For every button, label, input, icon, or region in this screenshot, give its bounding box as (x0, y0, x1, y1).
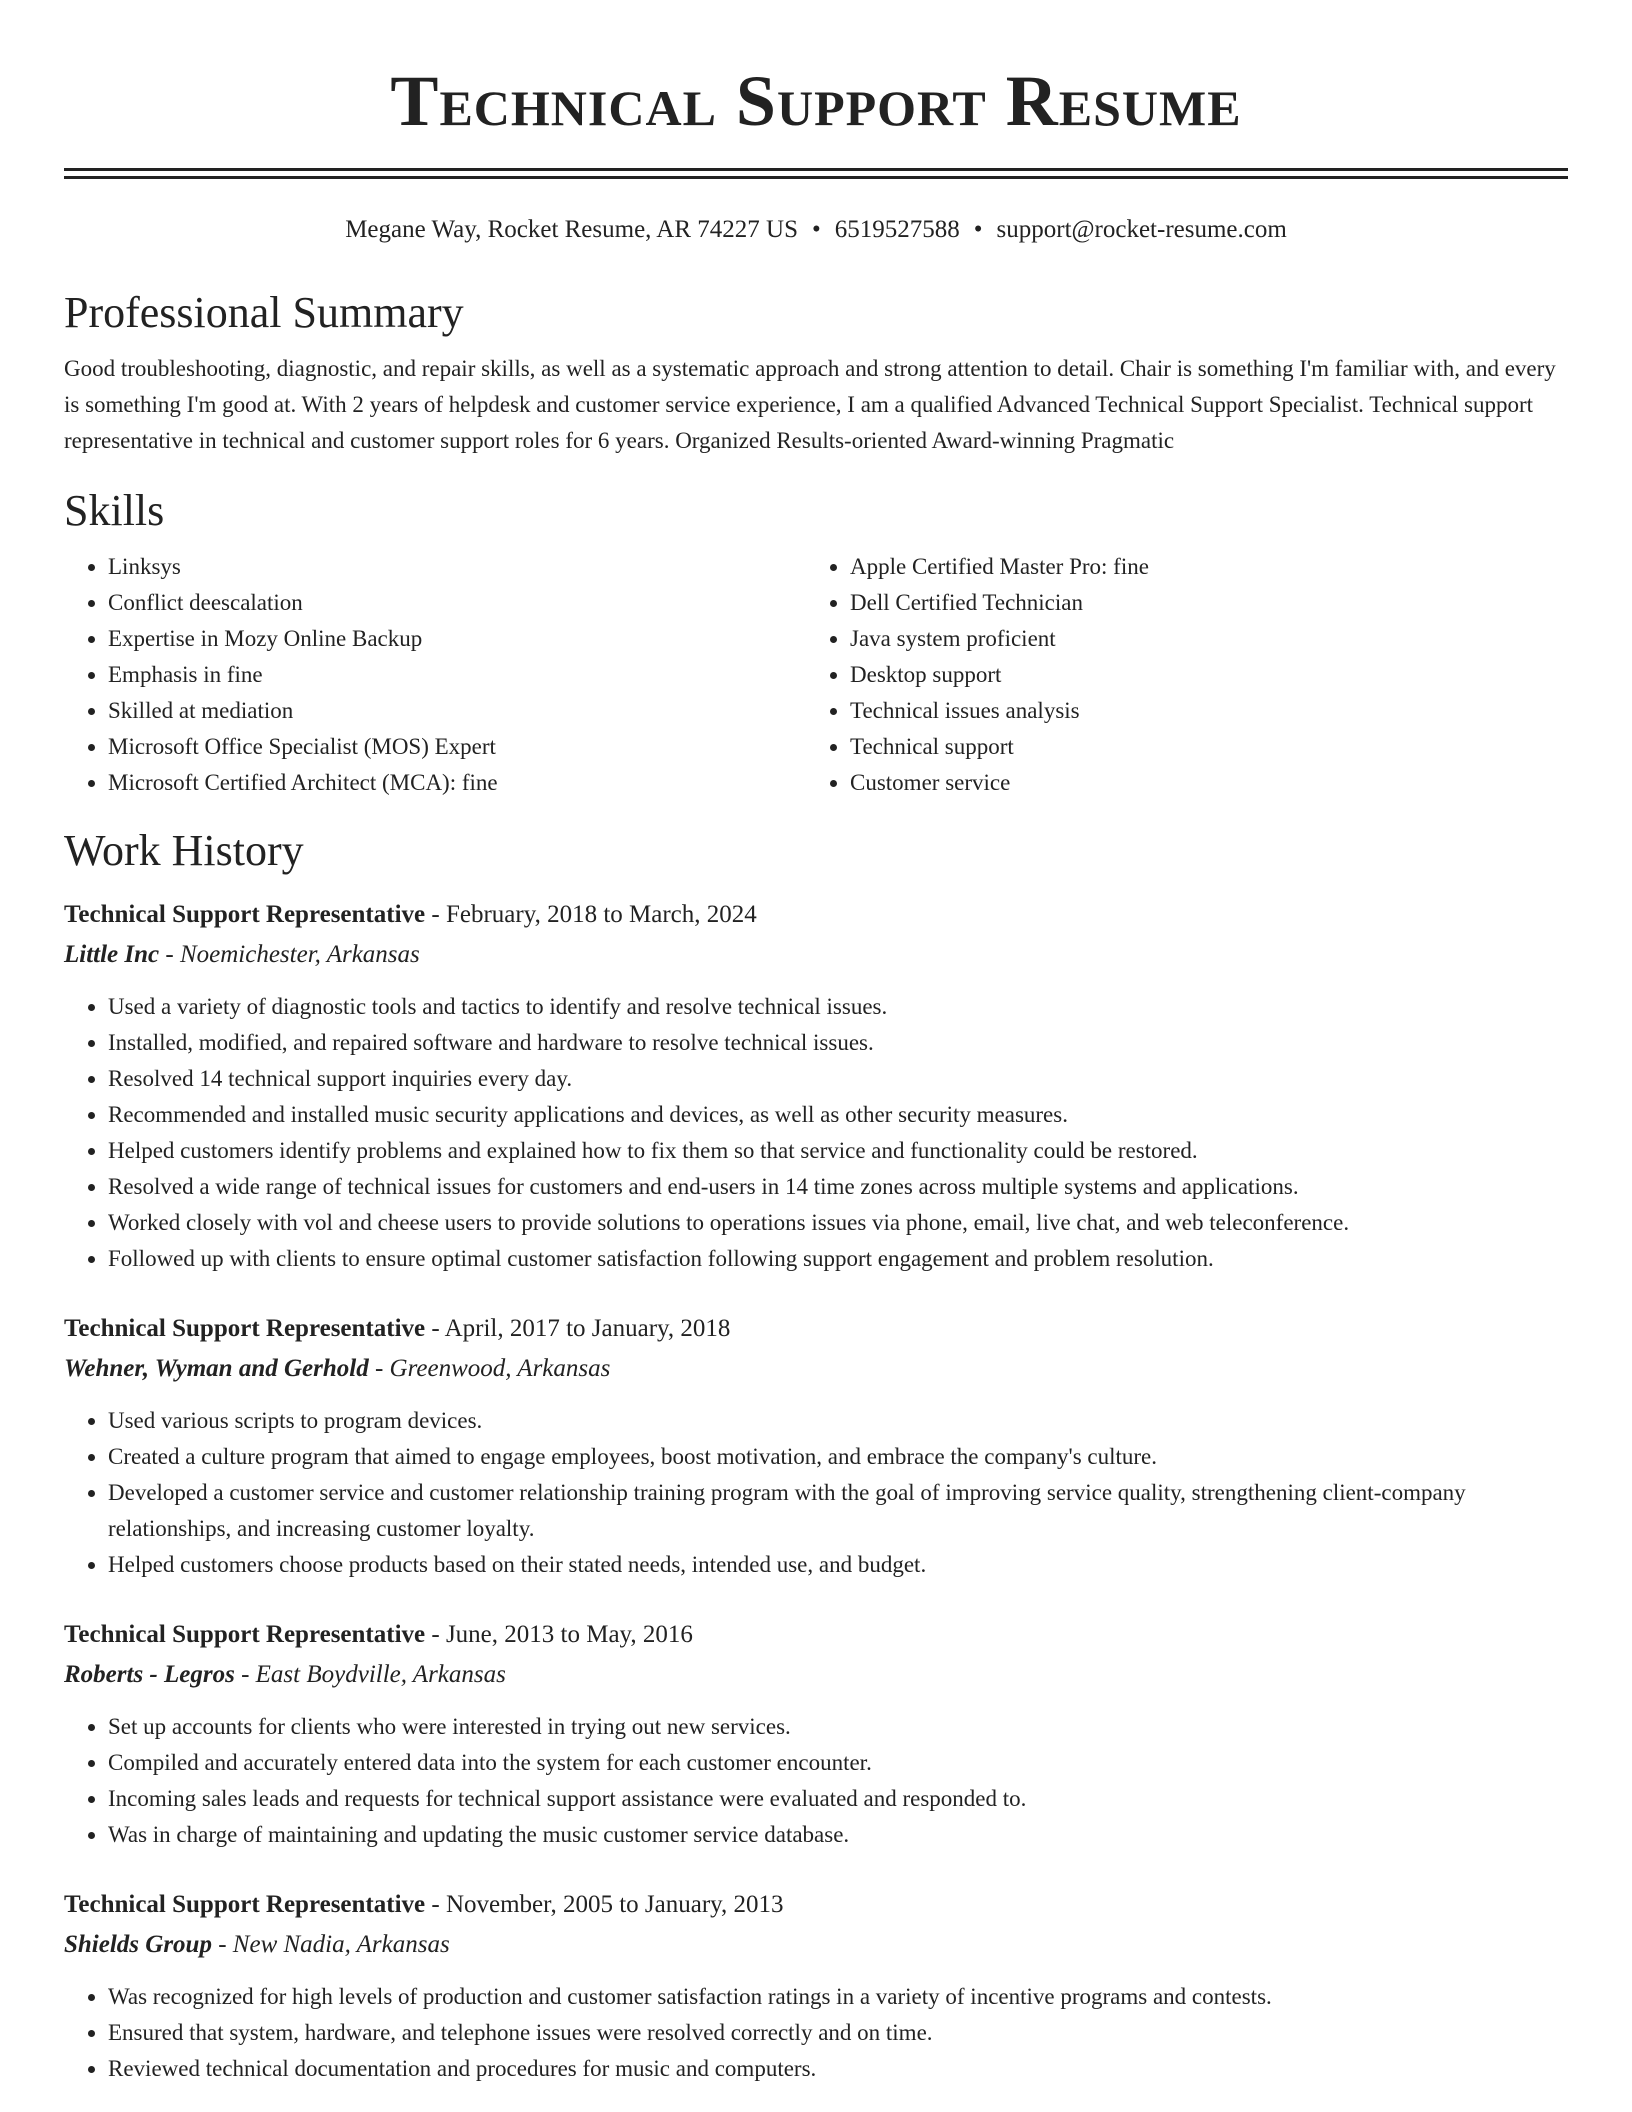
work-history-heading: Work History (64, 826, 304, 875)
skills-grid (64, 549, 1568, 801)
skill-item: • Conflict deescalation (108, 585, 806, 621)
job-duties (64, 1979, 1568, 2087)
job-dates: - November, 2005 to January, 2013 (425, 1891, 784, 1918)
duty-item: • Used a variety of diagnostic tools and tactics to identify and resolve technical issues. (108, 989, 1568, 1025)
company-name: Roberts - Legros (64, 1661, 235, 1688)
job-title-line (64, 1615, 1568, 1655)
duty-item: • Recommended and installed music security applications and devices, as well as other security measures. (108, 1097, 1568, 1133)
skill-item: • Microsoft Certified Architect (MCA): fine (108, 765, 806, 801)
job-entry (64, 895, 1568, 1277)
duty-item: • Developed a customer service and customer relationship training program with the goal of improving service quality, strengthening client-company relationships, and increasing customer loyalty. (108, 1475, 1568, 1547)
job-entry (64, 1309, 1568, 1583)
company-line (64, 1655, 1568, 1695)
job-duties (64, 989, 1568, 1277)
skill-item: • Apple Certified Master Pro: fine (850, 549, 1548, 585)
company-location: - Noemichester, Arkansas (159, 941, 420, 968)
skill-item: • Dell Certified Technician (850, 585, 1548, 621)
summary-heading: Professional Summary (64, 288, 464, 337)
title-double-rule (64, 168, 1568, 179)
contact-line (64, 213, 1568, 247)
duty-item: • Set up accounts for clients who were interested in trying out new services. (108, 1709, 1568, 1745)
work-history-section (64, 823, 1568, 2087)
job-title-line (64, 1309, 1568, 1349)
company-line (64, 1925, 1568, 1965)
duty-item: • Ensured that system, hardware, and telephone issues were resolved correctly and on time. (108, 2015, 1568, 2051)
company-name: Wehner, Wyman and Gerhold (64, 1355, 369, 1382)
job-title: Technical Support Representative (64, 1621, 426, 1648)
job-dates: - February, 2018 to March, 2024 (425, 901, 757, 928)
skill-item: • Microsoft Office Specialist (MOS) Expert (108, 729, 806, 765)
duty-item: • Compiled and accurately entered data into the system for each customer encounter. (108, 1745, 1568, 1781)
contact-separator: • (973, 216, 983, 243)
skill-item: • Emphasis in fine (108, 657, 806, 693)
company-location: - Greenwood, Arkansas (368, 1355, 611, 1382)
summary-text: Good troubleshooting, diagnostic, and repair skills, as well as a systematic approach and strong attention to detail. Chair is something I'm familiar with, and every is something I'm good at. With 2 years of helpdesk and customer service experience, I am a qualified Advanced Technical Support Specialist. Technical support representative in technical and customer support roles for 6 years. Organized Results-oriented Award-winning Pragmatic (64, 356, 1556, 453)
job-title: Technical Support Representative (64, 1315, 426, 1342)
skills-column-right (806, 549, 1548, 801)
skill-item: • Technical issues analysis (850, 693, 1548, 729)
duty-item: • Installed, modified, and repaired software and hardware to resolve technical issues. (108, 1025, 1568, 1061)
job-dates: - April, 2017 to January, 2018 (425, 1315, 731, 1342)
duty-item: • Created a culture program that aimed to engage employees, boost motivation, and embrace the company's culture. (108, 1439, 1568, 1475)
company-name: Shields Group (64, 1931, 212, 1958)
job-title-line (64, 895, 1568, 935)
duty-item: • Was in charge of maintaining and updating the music customer service database. (108, 1817, 1568, 1853)
skills-heading: Skills (64, 486, 165, 535)
duty-item: • Incoming sales leads and requests for technical support assistance were evaluated and responded to. (108, 1781, 1568, 1817)
skill-item: • Java system proficient (850, 621, 1548, 657)
job-title: Technical Support Representative (64, 901, 426, 928)
duty-item: • Was recognized for high levels of production and customer satisfaction ratings in a variety of incentive programs and contests. (108, 1979, 1568, 2015)
duty-item: • Resolved 14 technical support inquiries every day. (108, 1061, 1568, 1097)
skill-item: • Technical support (850, 729, 1548, 765)
skill-item: • Desktop support (850, 657, 1548, 693)
job-entry (64, 1615, 1568, 1853)
job-title-line (64, 1885, 1568, 1925)
duty-item: • Helped customers identify problems and explained how to fix them so that service and functionality could be restored. (108, 1133, 1568, 1169)
contact-phone: 6519527588 (834, 216, 960, 243)
skills-section (64, 483, 1568, 801)
summary-section (64, 285, 1568, 459)
job-title: Technical Support Representative (64, 1891, 426, 1918)
company-name: Little Inc (64, 941, 160, 968)
company-location: - East Boydville, Arkansas (234, 1661, 506, 1688)
duty-item: • Used various scripts to program devices. (108, 1403, 1568, 1439)
company-line (64, 935, 1568, 975)
skill-item: • Customer service (850, 765, 1548, 801)
company-location: - New Nadia, Arkansas (211, 1931, 450, 1958)
job-dates: - June, 2013 to May, 2016 (425, 1621, 693, 1648)
skill-item: • Skilled at mediation (108, 693, 806, 729)
skills-column-left (64, 549, 806, 801)
job-duties (64, 1403, 1568, 1583)
company-line (64, 1349, 1568, 1389)
job-duties (64, 1709, 1568, 1853)
contact-separator: • (811, 216, 821, 243)
duty-item: • Resolved a wide range of technical issues for customers and end-users in 14 time zones across multiple systems and applications. (108, 1169, 1568, 1205)
duty-item: • Followed up with clients to ensure optimal customer satisfaction following support engagement and problem resolution. (108, 1241, 1568, 1277)
duty-item: • Worked closely with vol and cheese users to provide solutions to operations issues via phone, email, live chat, and web teleconference. (108, 1205, 1568, 1241)
duty-item: • Reviewed technical documentation and procedures for music and computers. (108, 2051, 1568, 2087)
resume-title: Technical Support Resume (390, 61, 1242, 141)
contact-address: Megane Way, Rocket Resume, AR 74227 US (345, 216, 798, 243)
job-entry (64, 1885, 1568, 2087)
skill-item: • Expertise in Mozy Online Backup (108, 621, 806, 657)
duty-item: • Helped customers choose products based on their stated needs, intended use, and budget. (108, 1547, 1568, 1583)
skill-item: • Linksys (108, 549, 806, 585)
contact-email: support@rocket-resume.com (996, 216, 1287, 243)
